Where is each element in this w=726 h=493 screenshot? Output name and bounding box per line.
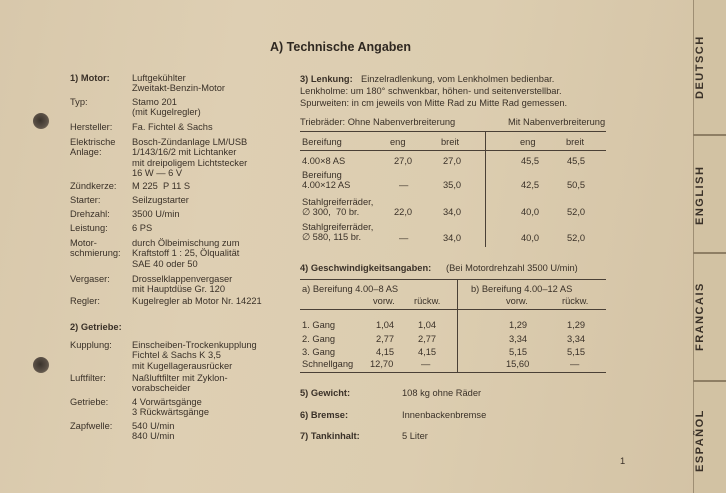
- table-cell: 45,5: [521, 156, 540, 166]
- spec-value: Naßluftfilter mit Zyklon- vorabscheider: [132, 373, 228, 394]
- table-cell: 52,0: [567, 233, 586, 243]
- table-divider: [485, 131, 486, 247]
- table-cell: 35,0: [443, 180, 462, 190]
- lenkung-text: Spurweiten: in cm jeweils von Mitte Rad zu Mitte Rad gemessen.: [300, 98, 568, 108]
- spec-label: Starter:: [70, 195, 101, 205]
- table-cell: 1,29: [509, 320, 528, 330]
- spec-label: Luftfilter:: [70, 373, 106, 383]
- spec-label: Elektrische Anlage:: [70, 137, 116, 158]
- spec-value: Drosselklappenvergaser mit Hauptdüse Gr. 120: [132, 274, 233, 295]
- col-header: rückw.: [414, 296, 441, 306]
- page-number: 1: [620, 456, 626, 466]
- motor-value: Luftgekühlter Zweitakt-Benzin-Motor: [132, 73, 225, 94]
- geschw-heading: 4) Geschwindigkeitsangaben:: [300, 263, 432, 273]
- bremse-label: 6) Bremse:: [300, 410, 349, 420]
- spec-value: durch Ölbeimischung zum Kraftstoff 1 : 25, Ölqualität SAE 40 oder 50: [132, 238, 240, 269]
- table-cell: —: [421, 359, 431, 369]
- geschw-note: (Bei Motordrehzahl 3500 U/min): [446, 263, 578, 273]
- table-cell: 4,15: [376, 347, 395, 357]
- spec-label: Drehzahl:: [70, 209, 110, 219]
- table-cell: 27,0: [394, 156, 413, 166]
- gear-name: 1. Gang: [302, 320, 336, 330]
- spec-value: 540 U/min 840 U/min: [132, 421, 175, 442]
- table-cell: 3,34: [509, 334, 528, 344]
- spec-label: Leistung:: [70, 223, 108, 233]
- table-cell: 12,70: [370, 359, 394, 369]
- tankinhalt-value: 5 Liter: [402, 431, 428, 441]
- spec-label: Kupplung:: [70, 340, 112, 350]
- tab-label: DEUTSCH: [694, 35, 706, 99]
- table-cell: 15,60: [506, 359, 530, 369]
- col-header: vorw.: [373, 296, 395, 306]
- spec-label: Vergaser:: [70, 274, 110, 284]
- table-cell: 50,5: [567, 180, 586, 190]
- spec-label: Zündkerze:: [70, 181, 117, 191]
- table-cell: 34,0: [443, 207, 462, 217]
- geschw-col-a: a) Bereifung 4.00–8 AS: [302, 284, 399, 294]
- tab-label: ESPAÑOL: [694, 409, 706, 473]
- spec-value: Fa. Fichtel & Sachs: [132, 122, 213, 132]
- spec-value: M 225 P 11 S: [132, 181, 191, 191]
- tab-label: ENGLISH: [694, 165, 706, 225]
- table-cell: 5,15: [509, 347, 528, 357]
- triebraeder-label: Triebräder: Ohne Nabenverbreiterung: [300, 117, 456, 127]
- table-rule: [300, 372, 606, 373]
- table-divider: [457, 279, 458, 373]
- col-header: eng: [520, 137, 536, 147]
- spec-value: Einscheiben-Trockenkupplung Fichtel & Sachs K 3,5 mit Kugellagerausrücker: [132, 340, 257, 371]
- spec-value: Kugelregler ab Motor Nr. 14221: [132, 296, 262, 306]
- tab-english[interactable]: [693, 136, 726, 252]
- table-cell: —: [570, 359, 580, 369]
- bremse-value: Innenbackenbremse: [402, 410, 487, 420]
- table-cell: —: [399, 233, 409, 243]
- geschw-col-b: b) Bereifung 4.00–12 AS: [471, 284, 573, 294]
- table-cell: 4,15: [418, 347, 437, 357]
- spec-label: Getriebe:: [70, 397, 109, 407]
- table-rule: [300, 279, 606, 280]
- table-cell: 5,15: [567, 347, 586, 357]
- spec-value: 4 Vorwärtsgänge 3 Rückwärtsgänge: [132, 397, 209, 418]
- table-cell: 3,34: [567, 334, 586, 344]
- table-row-name: 4.00×8 AS: [302, 156, 346, 166]
- table-cell: 1,04: [418, 320, 437, 330]
- punch-hole: [33, 113, 49, 129]
- gear-name: 3. Gang: [302, 347, 336, 357]
- gear-name: 2. Gang: [302, 334, 336, 344]
- spec-value: Bosch-Zündanlage LM/USB 1/143/16/2 mit Lichtanker mit dreipoligem Lichtstecker 16 W — 6 V: [132, 137, 248, 178]
- tab-francais[interactable]: [693, 254, 726, 380]
- table-rule: [300, 150, 606, 151]
- punch-hole: [33, 357, 49, 373]
- spec-label: Regler:: [70, 296, 100, 306]
- table-row-name: Stahlgreiferräder, ∅ 300, 70 br.: [302, 197, 374, 218]
- table-cell: 1,29: [567, 320, 586, 330]
- table-cell: 34,0: [443, 233, 462, 243]
- table-cell: 45,5: [567, 156, 586, 166]
- spec-value: Seilzugstarter: [132, 195, 189, 205]
- table-cell: 42,5: [521, 180, 540, 190]
- col-header: rückw.: [562, 296, 589, 306]
- spec-label: Typ:: [70, 97, 88, 107]
- spec-label: Zapfwelle:: [70, 421, 113, 431]
- gewicht-value: 108 kg ohne Räder: [402, 388, 482, 398]
- table-cell: 2,77: [418, 334, 437, 344]
- mit-naben-label: Mit Nabenverbreiterung: [508, 117, 606, 127]
- spec-label: Motor- schmierung:: [70, 238, 121, 259]
- col-header: Bereifung: [302, 137, 342, 147]
- table-row-name: Bereifung 4.00×12 AS: [302, 170, 351, 191]
- tab-deutsch[interactable]: [693, 0, 726, 134]
- table-cell: 40,0: [521, 233, 540, 243]
- table-cell: —: [399, 180, 409, 190]
- table-cell: 52,0: [567, 207, 586, 217]
- col-header: vorw.: [506, 296, 528, 306]
- table-cell: 1,04: [376, 320, 395, 330]
- spec-value: 3500 U/min: [132, 209, 180, 219]
- lenkung-text: Einzelradlenkung, vom Lenkholmen bedienbar.: [361, 74, 555, 84]
- lenkung-text: Lenkholme: um 180° schwenkbar, höhen- und seitenverstellbar.: [300, 86, 562, 96]
- table-cell: 40,0: [521, 207, 540, 217]
- table-rule: [300, 131, 606, 132]
- lenkung-heading: 3) Lenkung:: [300, 74, 353, 84]
- motor-heading: 1) Motor:: [70, 73, 110, 83]
- col-header: eng: [390, 137, 406, 147]
- tankinhalt-label: 7) Tankinhalt:: [300, 431, 360, 441]
- table-cell: 2,77: [376, 334, 395, 344]
- tab-label: FRANCAIS: [694, 282, 706, 352]
- spec-value: 6 PS: [132, 223, 153, 233]
- table-cell: 22,0: [394, 207, 413, 217]
- col-header: breit: [566, 137, 585, 147]
- getriebe-heading: 2) Getriebe:: [70, 322, 122, 332]
- spec-value: Stamo 201 (mit Kugelregler): [132, 97, 201, 118]
- tab-espanol[interactable]: [693, 382, 726, 493]
- gear-name: Schnellgang: [302, 359, 354, 369]
- table-rule: [300, 309, 606, 310]
- page-title: A) Technische Angaben: [270, 40, 411, 54]
- table-row-name: Stahlgreiferräder, ∅ 580, 115 br.: [302, 222, 374, 243]
- spec-label: Hersteller:: [70, 122, 113, 132]
- table-cell: 27,0: [443, 156, 462, 166]
- col-header: breit: [441, 137, 460, 147]
- gewicht-label: 5) Gewicht:: [300, 388, 351, 398]
